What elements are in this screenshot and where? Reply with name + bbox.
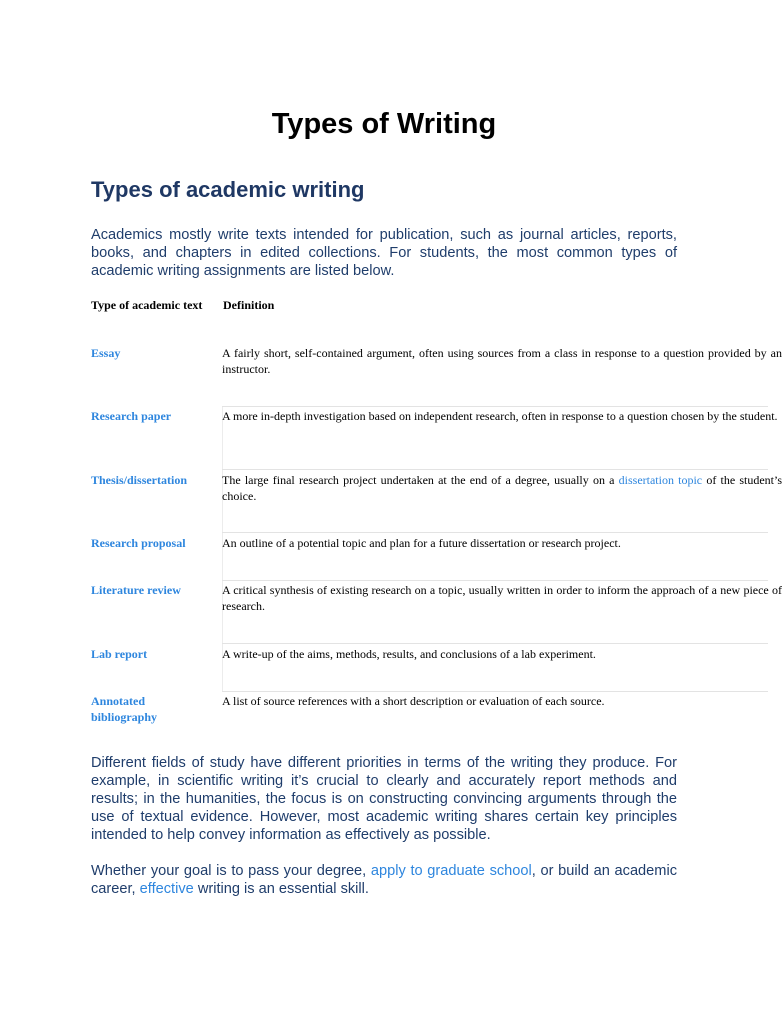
term-link[interactable]: Thesis/dissertation: [91, 473, 188, 487]
definition-text: An outline of a potential topic and plan for a future dissertation or research project.: [222, 536, 621, 550]
row-divider: [222, 691, 768, 692]
goal-text-part: Whether your goal is to pass your degree,: [91, 863, 371, 879]
goal-paragraph: [91, 862, 677, 898]
graduate-school-link[interactable]: apply to graduate school: [370, 863, 532, 879]
goal-text-part: writing is an essential skill.: [193, 881, 369, 897]
definition-text: [222, 472, 782, 504]
definition-text: A list of source references with a short description or evaluation of each source.: [222, 694, 605, 708]
definition-text: A write-up of the aims, methods, results, and conclusions of a lab experiment.: [222, 647, 596, 661]
definition-text: A fairly short, self-contained argument, often using sources from a class in response to a question provided by an instructor.: [222, 346, 782, 376]
definition-text: A more in-depth investigation based on independent research, often in response to a question chosen by the student.: [222, 409, 778, 423]
term-link[interactable]: Literature review: [91, 583, 181, 597]
definition-text-part: of the student’s choice.: [222, 473, 782, 503]
row-divider: [222, 643, 768, 644]
term-link[interactable]: Annotated bibliography: [91, 694, 158, 724]
row-divider: [222, 406, 768, 407]
term-link[interactable]: Essay: [91, 346, 121, 360]
definition-text: A critical synthesis of existing research on a topic, usually written in order to inform the approach of a new piece of research.: [222, 583, 782, 613]
fields-paragraph: Different fields of study have different priorities in terms of the writing they produce. For example, in scientific writing it’s crucial to clearly and accurately report methods and results; in the humanities, the focus is on constructing convincing arguments through the use of textual evidence. However, most academic writing shares certain key principles intended to help convey information as effectively as possible.: [91, 755, 677, 843]
dissertation-topic-link[interactable]: dissertation topic: [618, 473, 703, 487]
section-heading: Types of academic writing: [91, 177, 365, 202]
term-link[interactable]: Research paper: [91, 409, 172, 423]
effective-link[interactable]: effective: [139, 881, 194, 897]
definition-text-part: The large final research project undertaken at the end of a degree, usually on a: [222, 473, 619, 487]
term-link[interactable]: Lab report: [91, 647, 148, 661]
page-title: Types of Writing: [271, 108, 497, 140]
row-divider: [222, 469, 768, 470]
column-header-definition: Definition: [223, 298, 275, 312]
intro-paragraph: Academics mostly write texts intended for publication, such as journal articles, reports, books, and chapters in edited collections. For students, the most common types of academic writing assignments are listed below.: [91, 227, 677, 279]
row-divider: [222, 580, 768, 581]
column-header-type: Type of academic text: [91, 298, 203, 312]
goal-text-part: , or build an academic career,: [91, 863, 677, 897]
term-link[interactable]: Research proposal: [91, 536, 186, 550]
row-divider: [222, 532, 768, 533]
